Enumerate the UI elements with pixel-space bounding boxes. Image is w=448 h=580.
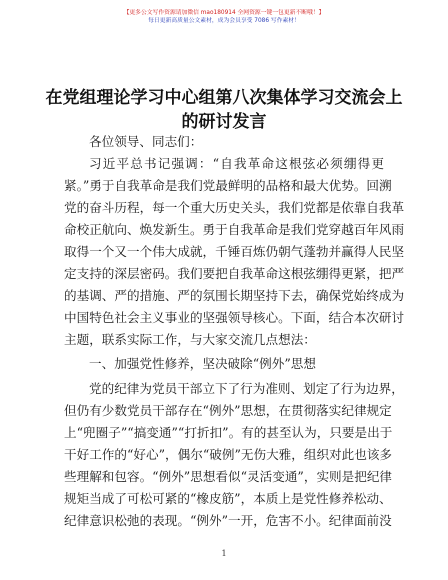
body-line: 党的纪律为党员干部立下了行为准则、划定了行为边界， [89,381,404,396]
body-line: 些理解和包容。“例外”思想看似“灵活变通”，实则是把纪律 [64,469,393,484]
page-number: 1 [221,549,227,558]
body-line: 中国特色社会主义事业的坚强领导核心。下面，结合本次研讨 [64,310,405,325]
banner-line-blue: 每日更新高质量公文素材，成为会员享受 7086 写作素材！ [148,18,300,24]
body-line: 但仍有少数党员干部存在“例外”思想，在贯彻落实纪律规定 [64,403,392,418]
section-heading: 一、加强党性修养，坚决破除“例外”思想 [89,356,316,371]
body-line: 主题，联系实际工作，与大家交流几点想法： [64,332,316,347]
body-line: 定支持的深层密码。我们要把自我革命这根弦绷得更紧，把严 [64,266,405,281]
body-line: 纪律意识松弛的表现。“例外”一开，危害不小。纪律面前没 [64,513,392,528]
body-line: 党的奋斗历程，每一个重大历史关头，我们党都是依靠自我革 [64,200,405,215]
body-line: 紧。”勇于自我革命是我们党最鲜明的品格和最大优势。回溯 [64,178,392,193]
body-line: 习近平总书记强调：“自我革命这根弦必须绷得更 [89,156,384,171]
body-line: 规矩当成了可松可紧的“橡皮筋”，本质上是党性修养松动、 [64,491,392,506]
body-line: 干好工作的“好心”，偶尔“破例”无伤大雅，组织对此也该多 [64,447,393,462]
promo-banner [0,9,448,25]
body-line: 取得一个又一个伟大成就，千锤百炼仍朝气蓬勃并赢得人民坚 [64,244,405,259]
body-line: 的基调、严的措施、严的氛围长期坚持下去，确保党始终成为 [64,288,405,303]
salutation: 各位领导、同志们： [89,134,203,149]
banner-line-red: 【更多公文写作资源请加微信 mao180914 全网资源一键一包更新不断哦！】 [123,10,325,16]
document-title: 在党组理论学习中心组第八次集体学习交流会上的研讨发言 [45,88,403,132]
body-line: 命校正航向、焕发新生。勇于自我革命是我们党穿越百年风雨 [64,222,405,237]
body-line: 上“兜圈子”“搞变通”“打折扣”。有的甚至认为，只要是出于 [64,425,393,440]
